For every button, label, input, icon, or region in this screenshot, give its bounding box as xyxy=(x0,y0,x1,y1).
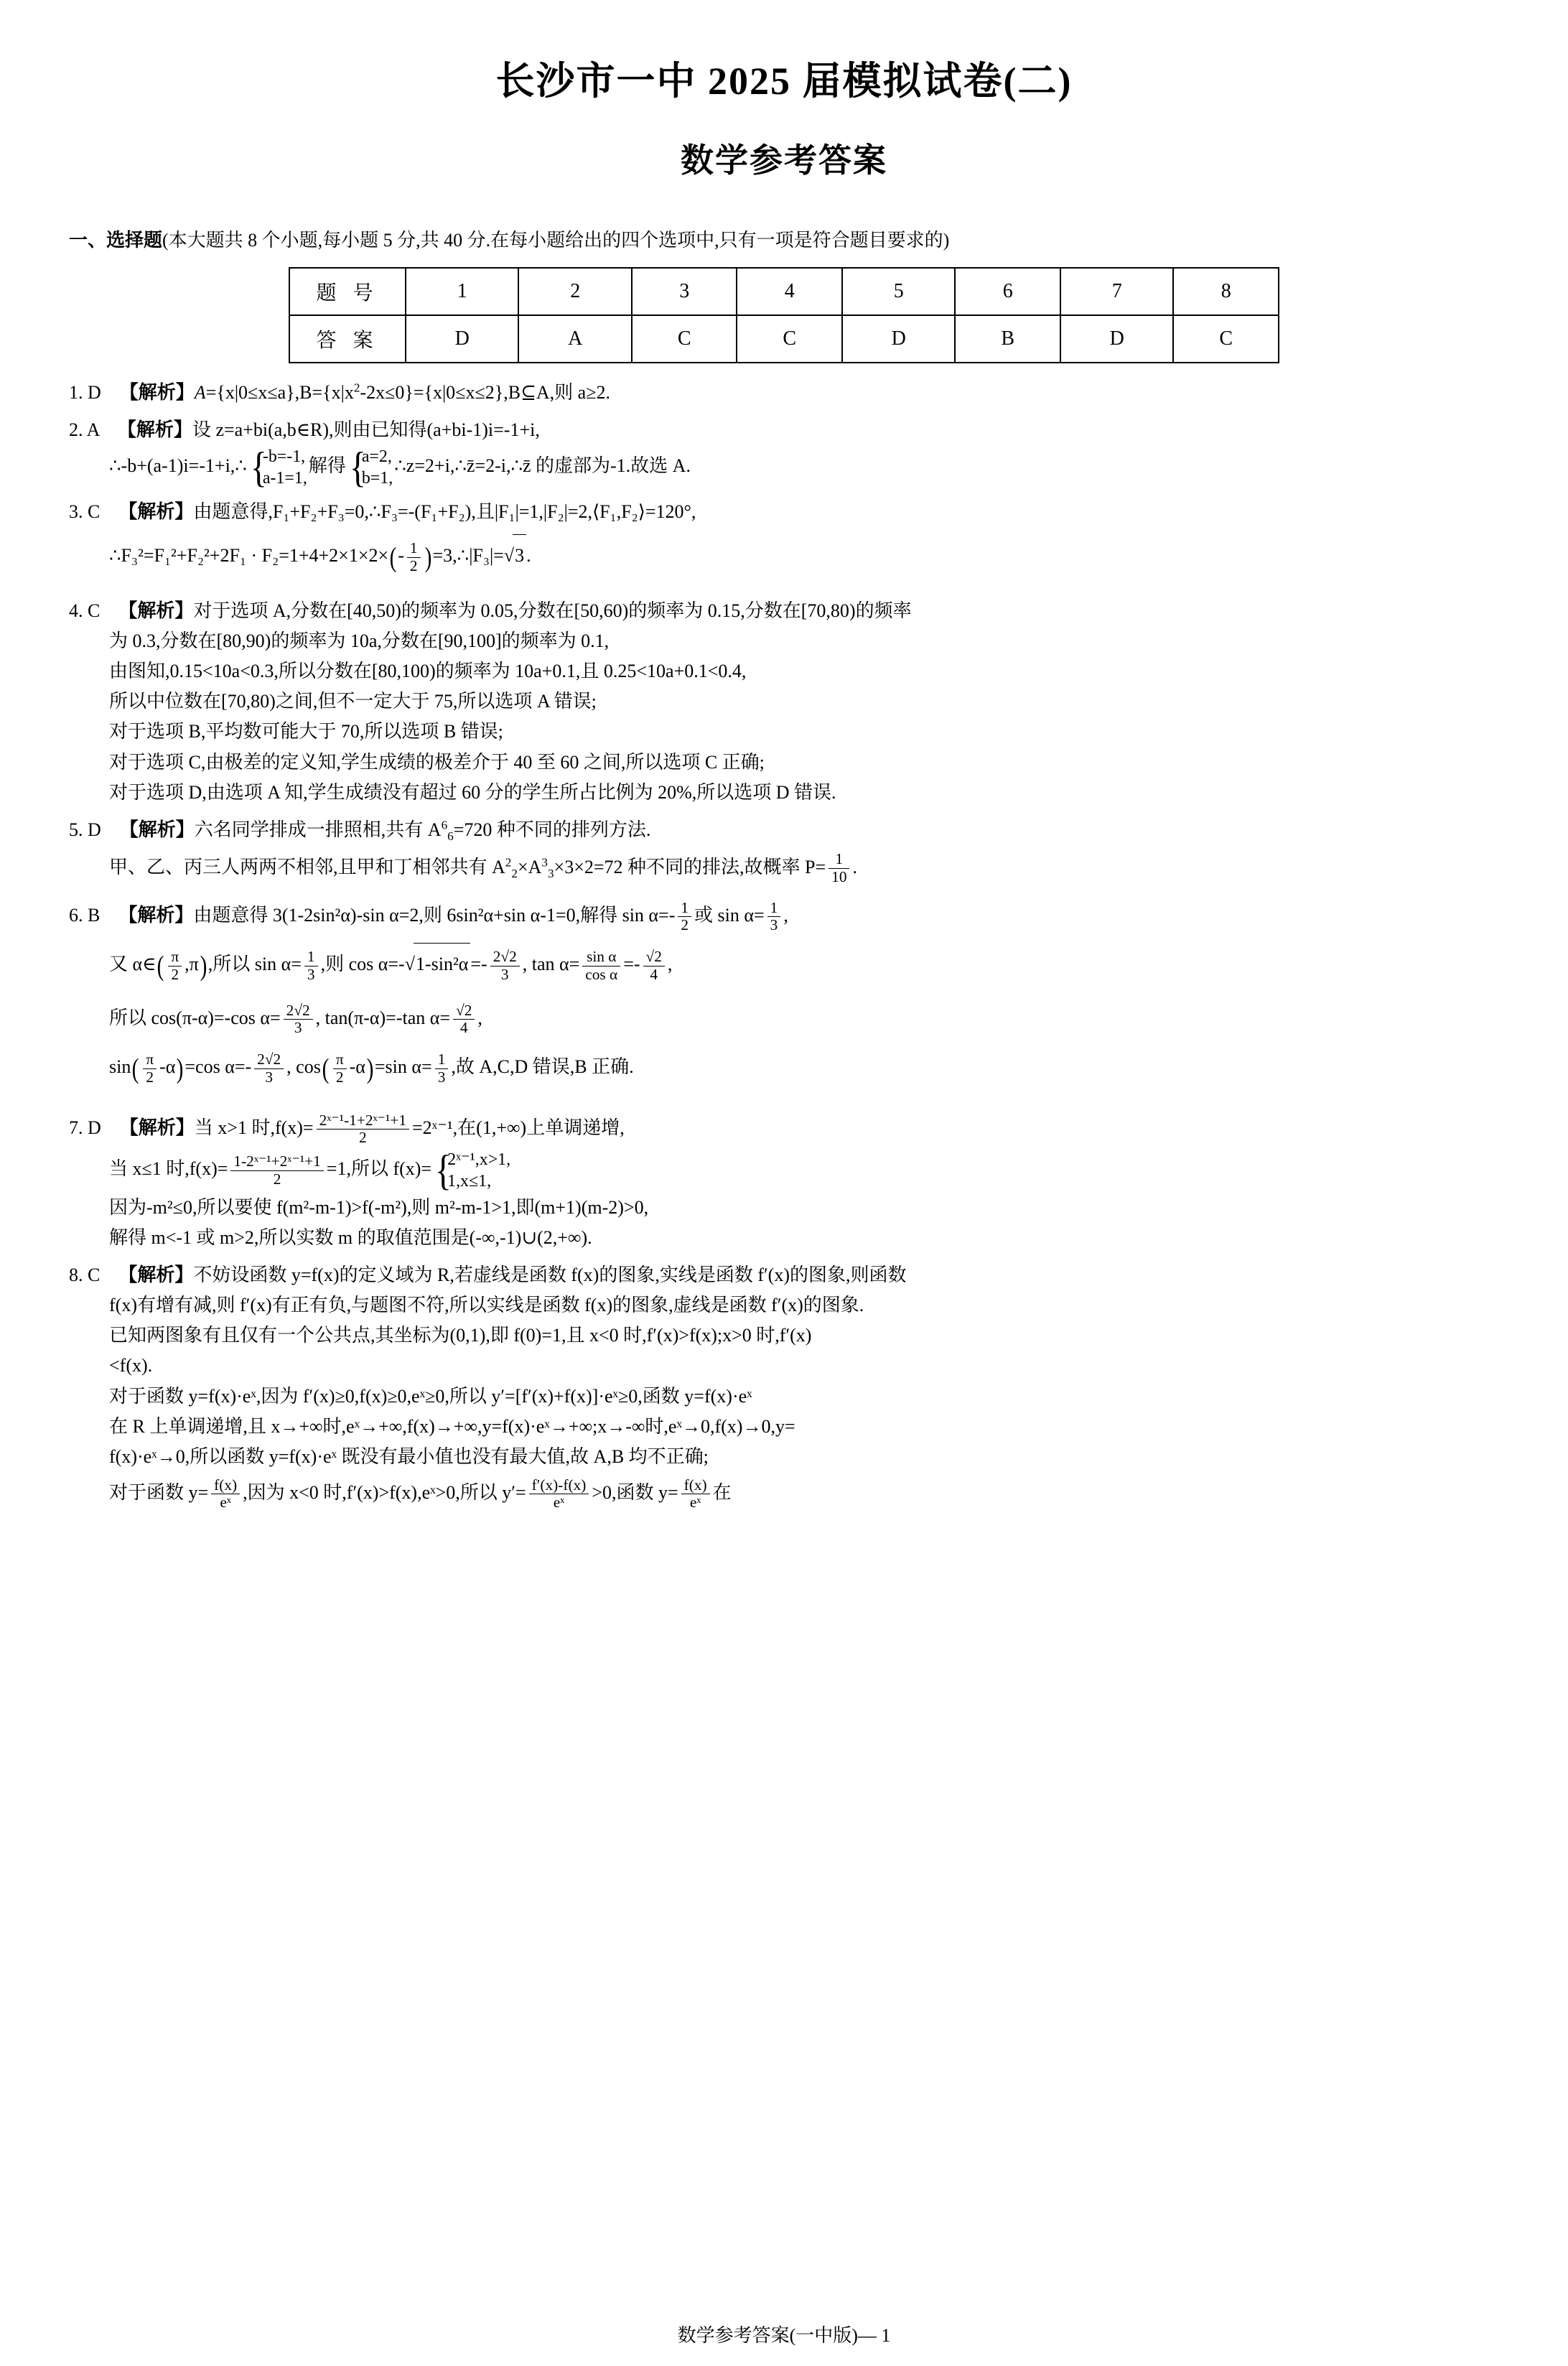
sol8-frac-3 xyxy=(681,1477,710,1512)
table-cell-number: 6 xyxy=(955,268,1060,315)
sol1-part-i: 2. xyxy=(596,382,610,403)
sol8-f3-num: f(x) xyxy=(681,1477,710,1495)
sol2-text-2: ∴-b+(a-1)i=-1+i,∴ xyxy=(109,455,247,477)
sol8-frac-1 xyxy=(211,1477,240,1512)
sol8-f1-den: eˣ xyxy=(220,1494,231,1512)
solution-line xyxy=(69,1107,1499,1148)
sol5-A2-sub: 2 xyxy=(511,866,518,880)
sol1-part-f: 0}={x|0 xyxy=(395,382,456,403)
table-cell-number: 1 xyxy=(406,268,518,315)
sol4-line-5: 对于选项 B,平均数可能大于 70,所以选项 B 错误; xyxy=(109,721,503,742)
sol6-line4-g: ,故 A,C,D 错误,B 正确. xyxy=(451,1056,634,1078)
solution-item-6 xyxy=(69,895,1499,1100)
sol6-f7-den: 3 xyxy=(294,1019,302,1037)
sol2-brace2-row2: b=1, xyxy=(361,469,393,488)
solution-item-1 xyxy=(69,378,1499,408)
sol6-line2-c: ,所以 sin α= xyxy=(207,954,302,975)
sol4-line-6: 对于选项 C,由极差的定义知,学生成绩的极差介于 40 至 60 之间,所以选项 C 正确; xyxy=(109,751,765,773)
sol6-line4-a: sin xyxy=(109,1056,131,1078)
solution-line xyxy=(69,1260,1499,1290)
sol5-frac-num: 1 xyxy=(829,851,849,869)
sol3-fraction-half xyxy=(407,540,421,575)
sol6-f4-num: 2√2 xyxy=(490,949,520,967)
sol6-f8-num: √2 xyxy=(453,1002,475,1020)
solution-tag: 【解析】 xyxy=(118,501,194,523)
table-row xyxy=(289,315,1279,363)
sol5-line2-a: 甲、乙、丙三人两两不相邻,且甲和丁相邻共有 A xyxy=(109,856,505,877)
sol3-text-2: ∴F₃²=F₁²+F₂²+2F₁ · F₂=1+4+2×1×2× xyxy=(109,545,389,567)
solution-lead: 6. B xyxy=(69,904,101,926)
solution-line: ∴F₃²=F₁²+F₂²+2F₁ · F₂=1+4+2×1×2×(- $\frac{1}{2}$ )=3,∴|F₃|=√3 . xyxy=(109,527,1499,589)
sol7-f1-num: 2ˣ⁻¹-1+2ˣ⁻¹+1 xyxy=(317,1112,409,1130)
sol6-frac-6 xyxy=(643,949,665,984)
solution-tag: 【解析】 xyxy=(118,1264,194,1286)
sol8-line-2: f(x)有增有减,则 f′(x)有正有负,与题图不符,所以实线是函数 f(x)的图象,虚线是函数 f′(x)的图象. xyxy=(109,1295,864,1316)
sol6-frac-8 xyxy=(453,1002,475,1038)
sol1-part-h: 2},B⊆A,则 a xyxy=(485,382,587,403)
sol7-line-4: 解得 m<-1 或 m>2,所以实数 m 的取值范围是(-∞,-1)∪(2,+∞). xyxy=(109,1227,592,1248)
table-rowheader-answer: 答 案 xyxy=(289,315,406,363)
solution-lead: 1. D xyxy=(69,382,101,403)
sol6-f10-num: 2√2 xyxy=(254,1051,284,1069)
solution-line xyxy=(69,497,1499,527)
section-heading xyxy=(69,226,1499,254)
solution-line xyxy=(69,815,1499,847)
solution-line xyxy=(109,1223,1499,1253)
sol6-frac-11 xyxy=(333,1051,347,1086)
solution-line xyxy=(109,445,1499,490)
sol7-line2-a: 当 x≤1 时,f(x)= xyxy=(109,1158,228,1180)
table-cell-answer: C xyxy=(1173,315,1279,363)
sol8-f2-den: eˣ xyxy=(553,1494,565,1512)
table-rowheader-number: 题 号 xyxy=(289,268,406,315)
table-row xyxy=(289,268,1279,315)
sol1-part-c: x xyxy=(258,382,268,403)
solution-line xyxy=(109,1442,1499,1472)
sol6-line3-b: , tan(π-α)=-tan α= xyxy=(315,1007,451,1028)
sol6-line2-g: =- xyxy=(623,954,640,975)
sol2-text-1: 设 z=a+bi(a,b∈R),则由已知得(a+bi-1)i=-1+i, xyxy=(192,419,540,441)
sol8-line-4: <f(x). xyxy=(109,1355,153,1377)
solution-line: 1. D 【解析】$A=\{x|0\le x\le a\},B=\{x|x^2-2x\le 0\}=\{x|0\le x\le 2\},B⊆A$,则 a≥2. xyxy=(69,381,610,403)
sol8-line8-a: 对于函数 y= xyxy=(109,1481,209,1503)
solution-item-8 xyxy=(69,1260,1499,1513)
sol1-part-b: ={x|0 xyxy=(205,382,248,403)
solution-line xyxy=(109,1412,1499,1442)
solution-tag: 【解析】 xyxy=(119,1117,195,1138)
answer-table xyxy=(289,267,1279,363)
sol7-line1-a: 当 x>1 时,f(x)= xyxy=(194,1117,314,1138)
sol5-tail: . xyxy=(852,856,857,877)
sol8-line8-d: 在 xyxy=(712,1481,732,1503)
solutions-list xyxy=(69,378,1499,1513)
table-cell-answer: D xyxy=(1060,315,1173,363)
sol4-line-1: 对于选项 A,分数在[40,50)的频率为 0.05,分数在[50,60)的频率为 0.15,分数在[70,80)的频率 xyxy=(193,600,912,621)
sol4-line-3: 由图知,0.15<10a<0.3,所以分数在[80,100)的频率为 10a+0.1,且 0.25<10a+0.1<0.4, xyxy=(109,661,747,682)
solution-line xyxy=(109,747,1499,778)
solution-line xyxy=(109,717,1499,747)
solution-line xyxy=(109,1193,1499,1223)
sol5-A3-sub: 3 xyxy=(547,866,554,880)
table-cell-answer: D xyxy=(842,315,955,363)
sol5-line2-mid: ×A xyxy=(517,856,542,877)
sol3-sqrt-3: 3 xyxy=(513,534,526,576)
solution-tag: 【解析】 xyxy=(118,600,194,621)
sol2-brace2-row1: a=2, xyxy=(361,447,392,466)
sol6-line4-c: =cos α=- xyxy=(185,1056,252,1078)
solution-line xyxy=(69,596,1499,626)
sol8-line-1: 不妨设函数 y=f(x)的定义域为 R,若虚线是函数 f(x)的图象,实线是函数 f′(x)的图象,则函数 xyxy=(193,1264,907,1286)
sol3-text-1: 由题意得,F₁+F₂+F₃=0,∴F₃=-(F₁+F₂),且|F₁|=1,|F₂|=2,⟨F₁,F₂⟩=120°, xyxy=(193,501,696,523)
solution-line xyxy=(69,895,1499,936)
sol5-A3-sup: 3 xyxy=(541,855,548,870)
sol7-line2-b: =1,所以 f(x)= xyxy=(326,1158,432,1180)
sol7-f1-den: 2 xyxy=(358,1129,367,1147)
solution-line xyxy=(109,1472,1499,1513)
solution-tag: 【解析】 xyxy=(118,904,194,926)
sol6-f6-den: 4 xyxy=(650,965,658,983)
sol6-line4-e: -α xyxy=(349,1056,365,1078)
sol6-f1-num: 1 xyxy=(678,900,691,918)
sol3-tail: . xyxy=(526,545,531,567)
sol6-line1-a: 由题意得 3(1-2sin²α)-sin α=2,则 6sin²α+sin α-1=0,解得 sin α=- xyxy=(193,904,676,926)
sol8-frac-2 xyxy=(529,1477,589,1512)
sol6-f12-den: 3 xyxy=(437,1068,446,1086)
sol6-frac-10 xyxy=(254,1051,284,1086)
sol6-f7-num: 2√2 xyxy=(284,1002,313,1020)
sol2-text-4: ∴z=2+i,∴z̄=2-i,∴z̄ 的虚部为-1.故选 A. xyxy=(394,455,691,477)
solution-line xyxy=(69,415,1499,445)
sol6-f5-den: cos α xyxy=(585,965,618,983)
sol2-brace-1 xyxy=(248,445,307,490)
sol3-text-2b: =3,∴|F₃|= xyxy=(432,545,504,567)
solution-lead: 7. D xyxy=(69,1117,101,1138)
sol6-frac-3 xyxy=(304,949,318,984)
sol5-line1-b: =720 种不同的排列方法. xyxy=(453,819,651,840)
sol6-line2-b: ,π xyxy=(185,954,199,975)
sol7-line-3: 因为-m²≤0,所以要使 f(m²-m-1)>f(-m²),则 m²-m-1>1,即(m+1)(m-2)>0, xyxy=(109,1196,649,1218)
solution-tag: 【解析】 xyxy=(119,819,195,840)
sol6-line2-e: =- xyxy=(470,954,487,975)
sol6-f6-num: √2 xyxy=(643,949,665,967)
table-cell-number: 2 xyxy=(518,268,631,315)
sol7-frac-2 xyxy=(230,1153,323,1188)
solution-line xyxy=(109,847,1499,888)
sol8-line8-b: ,因为 x<0 时,f′(x)>f(x),eˣ>0,所以 y′= xyxy=(243,1481,526,1503)
sol5-A2-sup: 2 xyxy=(505,855,512,870)
sol6-f11-den: 2 xyxy=(335,1068,344,1086)
solution-tag: 【解析】 xyxy=(117,419,192,441)
sol6-pi-num: π xyxy=(168,949,182,967)
sol6-f3-den: 3 xyxy=(307,965,315,983)
table-cell-number: 8 xyxy=(1173,268,1279,315)
sol6-line2-a: 又 α∈ xyxy=(109,954,157,975)
sol6-line4-b: -α xyxy=(159,1056,176,1078)
sol8-line-3: 已知两图象有且仅有一个公共点,其坐标为(0,1),即 f(0)=1,且 x<0 时,f′(x)>f(x);x>0 时,f′(x) xyxy=(109,1325,812,1346)
solution-tag: 【解析】 xyxy=(119,382,195,403)
sol1-part-e: -2x xyxy=(360,382,386,403)
sol6-paren2-open: ( xyxy=(131,1053,139,1085)
solution-item-5 xyxy=(69,815,1499,888)
solution-lead: 3. C xyxy=(69,501,101,523)
section-heading-rest: (本大题共 8 个小题,每小题 5 分,共 40 分.在每小题给出的四个选项中,只有一项是符合题目要求的) xyxy=(162,230,950,251)
solution-line xyxy=(109,1321,1499,1351)
sol6-frac-4 xyxy=(490,949,520,984)
sol3-paren-close: ) xyxy=(424,542,431,574)
sol6-f3-num: 1 xyxy=(304,949,318,967)
solution-lead: 4. C xyxy=(69,600,101,621)
solution-line xyxy=(109,1148,1499,1193)
sol8-f3-den: eˣ xyxy=(689,1494,701,1512)
sol6-f8-den: 4 xyxy=(459,1019,468,1037)
sol6-frac-1 xyxy=(678,900,691,935)
sol7-f2-num: 1-2ˣ⁻¹+2ˣ⁻¹+1 xyxy=(230,1153,323,1171)
table-cell-answer: C xyxy=(632,315,737,363)
solution-line xyxy=(109,1038,1499,1100)
sol6-f9-num: π xyxy=(143,1051,157,1069)
solution-lead: 2. A xyxy=(69,419,99,441)
sol6-frac-9 xyxy=(143,1051,157,1086)
solution-item-4 xyxy=(69,596,1499,808)
sol7-brace xyxy=(433,1148,510,1193)
solution-line xyxy=(109,686,1499,717)
sol7-f2-den: 2 xyxy=(273,1170,281,1188)
solution-lead: 5. D xyxy=(69,819,101,840)
sol6-line3-c: , xyxy=(477,1007,482,1028)
section-heading-bold: 一、选择题 xyxy=(69,230,163,251)
sol6-paren3-close: ) xyxy=(366,1053,374,1085)
sol6-f12-num: 1 xyxy=(435,1051,449,1069)
sol6-f9-den: 2 xyxy=(146,1068,154,1086)
solution-line xyxy=(109,778,1499,808)
sol8-line-6: 在 R 上单调递增,且 x→+∞时,eˣ→+∞,f(x)→+∞,y=f(x)·eˣ→+∞;x→-∞时,eˣ→0,f(x)→0,y= xyxy=(109,1415,795,1437)
sol5-line1-a: 六名同学排成一排照相,共有 A xyxy=(194,819,442,840)
sol5-line2-b: ×3×2=72 种不同的排法,故概率 P= xyxy=(554,856,826,877)
sol4-line-4: 所以中位数在[70,80)之间,但不一定大于 75,所以选项 A 错误; xyxy=(109,691,597,712)
sol2-text-3: 解得 xyxy=(308,455,346,477)
sol6-paren-close: ) xyxy=(200,951,207,982)
sol2-brace1-row1: -b=-1, xyxy=(262,447,306,466)
solution-item-2 xyxy=(69,415,1499,490)
sol2-brace-2 xyxy=(347,445,393,490)
solution-line xyxy=(109,1351,1499,1381)
sol8-line-7: f(x)·eˣ→0,所以函数 y=f(x)·eˣ 既没有最小值也没有最大值,故 A,B 均不正确; xyxy=(109,1445,709,1467)
sol3-frac-num: 1 xyxy=(407,540,421,558)
sol4-line-7: 对于选项 D,由选项 A 知,学生成绩没有超过 60 分的学生所占比例为 20%,所以选项 D 错误. xyxy=(109,781,836,803)
sol7-brace-row1: 2ˣ⁻¹,x>1, xyxy=(447,1150,511,1169)
sol6-f10-den: 3 xyxy=(265,1068,273,1086)
sol6-f11-num: π xyxy=(333,1051,347,1069)
sol6-f4-den: 3 xyxy=(500,965,509,983)
sol6-frac-2 xyxy=(767,900,781,935)
sol6-line3-a: 所以 cos(π-α)=-cos α= xyxy=(109,1007,281,1028)
solution-line xyxy=(109,626,1499,656)
solution-lead: 8. C xyxy=(69,1264,101,1286)
sol6-frac-7 xyxy=(284,1002,313,1038)
page-footer: 数学参考答案(一中版)— 1 xyxy=(677,2325,891,2346)
table-cell-answer: B xyxy=(955,315,1060,363)
sol7-brace-row2: 1,x≤1, xyxy=(447,1172,492,1191)
sol1-part-d: a},B={x|x xyxy=(277,382,354,403)
solution-line: 又 α∈( $\frac{\pi}{2}$ ,π),所以 sin α= $\frac{1}{3}$ ,则 cos α=-√1-sin²α =- $\frac{2√2}{3}$ , tan α= $\frac{\text{sin α}}{\text{cos α}}$ =- $\frac{√2}{4}$ , xyxy=(109,936,1499,997)
sol1-A: A xyxy=(194,382,206,403)
solution-line xyxy=(109,997,1499,1038)
solution-item-3 xyxy=(69,497,1499,589)
solution-line xyxy=(109,1290,1499,1321)
table-cell-number: 4 xyxy=(737,268,842,315)
sol4-line-2: 为 0.3,分数在[80,90)的频率为 10a,分数在[90,100]的频率为 0.1, xyxy=(109,630,610,652)
sol6-line4-d: , cos xyxy=(286,1056,321,1078)
table-cell-answer: D xyxy=(406,315,518,363)
sol6-frac-5 xyxy=(582,949,620,984)
sol5-frac-den: 10 xyxy=(831,868,847,886)
solution-item-7 xyxy=(69,1107,1499,1253)
sol6-line1-c: , xyxy=(783,904,788,926)
sol6-line1-b: 或 sin α= xyxy=(694,904,765,926)
sol6-frac-12 xyxy=(435,1051,449,1086)
sol6-paren-open: ( xyxy=(157,951,164,982)
sol1-part-g: x xyxy=(465,382,475,403)
sol3-paren-open: ( xyxy=(389,542,397,574)
sol6-f2-den: 3 xyxy=(770,916,778,934)
table-cell-number: 7 xyxy=(1060,268,1173,315)
sol8-f2-num: f′(x)-f(x) xyxy=(529,1477,589,1495)
sol6-line2-d: ,则 cos α=- xyxy=(320,954,405,975)
table-cell-number: 3 xyxy=(632,268,737,315)
sol6-f1-den: 2 xyxy=(681,916,689,934)
sol6-pi-den: 2 xyxy=(171,965,179,983)
solution-line xyxy=(109,656,1499,686)
sol6-frac-pi2 xyxy=(168,949,182,984)
sol8-line8-c: >0,函数 y= xyxy=(592,1481,678,1503)
page-title: 长沙市一中 2025 届模拟试卷(二) xyxy=(495,60,1073,103)
sol6-line2-f: , tan α= xyxy=(522,954,580,975)
sol5-A-sup: 6 xyxy=(441,818,448,832)
sol6-paren2-close: ) xyxy=(177,1053,184,1085)
solution-line xyxy=(109,1382,1499,1412)
table-cell-answer: A xyxy=(518,315,631,363)
sol7-line1-b: =2ˣ⁻¹,在(1,+∞)上单调递增, xyxy=(411,1117,625,1138)
sol8-line-5: 对于函数 y=f(x)·eˣ,因为 f′(x)≥0,f(x)≥0,eˣ≥0,所以 y′=[f′(x)+f(x)]·eˣ≥0,函数 y=f(x)·eˣ xyxy=(109,1385,752,1407)
sol6-f2-num: 1 xyxy=(767,900,781,918)
sol5-fraction xyxy=(829,851,849,886)
sol6-sqrt: 1-sin²α xyxy=(414,943,470,984)
sol3-frac-den: 2 xyxy=(409,556,418,574)
sol6-f5-num: sin α xyxy=(582,949,620,967)
sol6-line4-f: =sin α= xyxy=(374,1056,432,1078)
sol8-f1-num: f(x) xyxy=(211,1477,240,1495)
sol6-paren3-open: ( xyxy=(322,1053,330,1085)
page-subtitle: 数学参考答案 xyxy=(681,142,887,179)
table-cell-number: 5 xyxy=(842,268,955,315)
sol2-brace1-row2: a-1=1, xyxy=(262,469,307,488)
table-cell-answer: C xyxy=(737,315,842,363)
sol7-frac-1 xyxy=(317,1112,409,1147)
sol5-A-sub: 6 xyxy=(447,829,454,843)
sol6-line2-h: , xyxy=(667,954,673,975)
